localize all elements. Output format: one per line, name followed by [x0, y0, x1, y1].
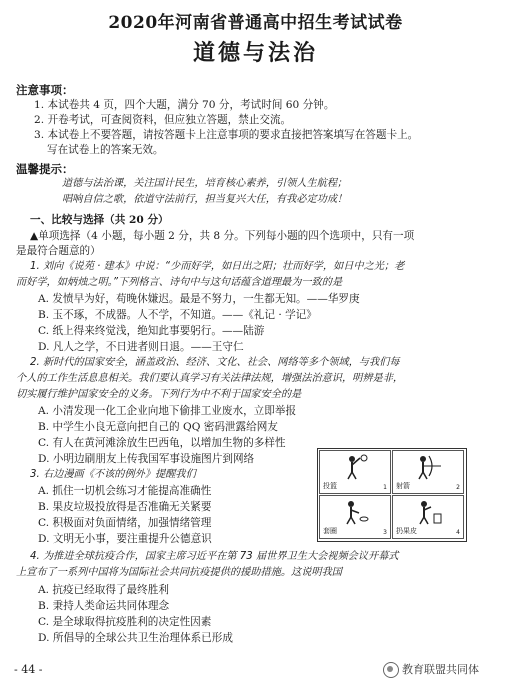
- tips-line: 唱响自信之歌，依道守法前行，担当复兴大任，有我必定功成！: [62, 194, 348, 205]
- comic-panel: [392, 450, 464, 494]
- option: B. 中学生小良无意向把自己的 QQ 密码泄露给网友: [38, 421, 278, 433]
- subject-title: 道德与法治: [192, 40, 318, 66]
- option: C. 纸上得来终觉浅，绝知此事要躬行。——陆游: [38, 325, 265, 337]
- question-stem: 4. 为推进全球抗疫合作，国家主席习近平在第 73 届世界卫生大会视频会议开幕式: [30, 551, 399, 562]
- section-intro: 是最符合题意的）: [16, 245, 101, 257]
- option: C. 积极面对负面情绪，加强情绪管理: [38, 517, 212, 529]
- option: D. 文明无小事，要注重提升公德意识: [38, 533, 212, 545]
- exam-title: 2020年河南省普通高中招生考试试卷: [108, 13, 403, 33]
- comic-panel-label: 投篮: [323, 482, 337, 490]
- comic-panel: [319, 495, 391, 539]
- question-stem: 2. 新时代的国家安全，涵盖政治、经济、文化、社会、网络等多个领域，与我们每: [30, 357, 400, 368]
- option: B. 玉不琢，不成器。人不学，不知道。——《礼记 · 学记》: [38, 309, 317, 321]
- option: D. 小明边刷朋友上传我国军事设施图片到网络: [38, 453, 255, 465]
- option: A. 小清发现一化工企业向地下偷排工业废水，立即举报: [38, 405, 297, 417]
- section-intro: ▲单项选择（4 小题，每小题 2 分，共 8 分。下列每小题的四个选项中，只有一项: [30, 230, 415, 242]
- tips-heading: 温馨提示：: [16, 162, 74, 176]
- option: A. 抓住一切机会练习才能提高准确性: [38, 485, 212, 497]
- trash-toss-figure-icon: [415, 499, 443, 525]
- question-stem: 1. 刘向《说苑 · 建本》中说：“少而好学，如日出之阳；壮而好学，如日中之光；老: [30, 261, 405, 272]
- notice-heading: 注意事项：: [16, 83, 74, 97]
- question-stem: 个人的工作生活息息相关。我们要认真学习有关法律法规，增强法治意识，明辨是非，: [16, 373, 404, 384]
- comic-image: [317, 448, 467, 542]
- notice-item: 写在试卷上的答案无效。: [47, 144, 164, 156]
- comic-panel: [319, 450, 391, 494]
- comic-panel: [392, 495, 464, 539]
- option: D. 凡人之学，不日进者则日退。——王守仁: [38, 341, 244, 353]
- comic-panel-label: 扔果皮: [396, 527, 417, 535]
- comic-panel-label: 套圈: [323, 527, 337, 535]
- comic-panel-label: 射箭: [396, 482, 410, 490]
- option: A. 发愤早为好，苟晚休嫌迟。最是不努力，一生都无知。——华罗庚: [38, 293, 360, 305]
- option: D. 所倡导的全球公共卫生治理体系已形成: [38, 632, 233, 644]
- page-number: - 44 -: [14, 663, 43, 676]
- watermark: [383, 661, 479, 678]
- comic-panel-number: 1: [383, 484, 387, 491]
- section-heading: 一、比较与选择（共 20 分）: [30, 214, 169, 226]
- question-stem: 3. 右边漫画《不该的例外》提醒我们: [30, 469, 196, 480]
- notice-item: 2. 开卷考试，可查阅资料，但应独立答题，禁止交流。: [34, 114, 292, 126]
- comic-panel-number: 4: [456, 529, 460, 536]
- ring-toss-figure-icon: [342, 499, 370, 525]
- wechat-logo-icon: [383, 662, 399, 678]
- option: B. 果皮垃圾投放得是否准确无关紧要: [38, 501, 212, 513]
- notice-item: 1. 本试卷共 4 页，四个大题，满分 70 分，考试时间 60 分钟。: [34, 99, 335, 111]
- comic-panel-number: 3: [383, 529, 387, 536]
- option: C. 有人在黄河滩涂放生巴西龟，以增加生物的多样性: [38, 437, 286, 449]
- notice-item: 3. 本试卷上不要答题，请按答题卡上注意事项的要求直接把答案填写在答题卡上。: [34, 129, 419, 141]
- tips-line: 道德与法治课，关注国计民生，培育核心素养，引领人生航程；: [62, 178, 348, 189]
- question-stem: 而好学，如炳烛之明。”下列格言、诗句中与这句话蕴含道理最为一致的是: [16, 277, 343, 288]
- option: A. 抗疫已经取得了最终胜利: [38, 584, 169, 596]
- option: C. 是全球取得抗疫胜利的决定性因素: [38, 616, 212, 628]
- watermark-text: 教育联盟共同体: [402, 663, 479, 676]
- option: B. 秉持人类命运共同体理念: [38, 600, 170, 612]
- question-stem: 上宣布了一系列中国将为国际社会共同抗疫提供的援助措施。这说明我国: [16, 567, 342, 578]
- archery-figure-icon: [415, 454, 443, 480]
- comic-panel-number: 2: [456, 484, 460, 491]
- question-stem: 切实履行维护国家安全的义务。下列行为中不利于国家安全的是: [16, 389, 302, 400]
- basketball-figure-icon: [342, 454, 370, 480]
